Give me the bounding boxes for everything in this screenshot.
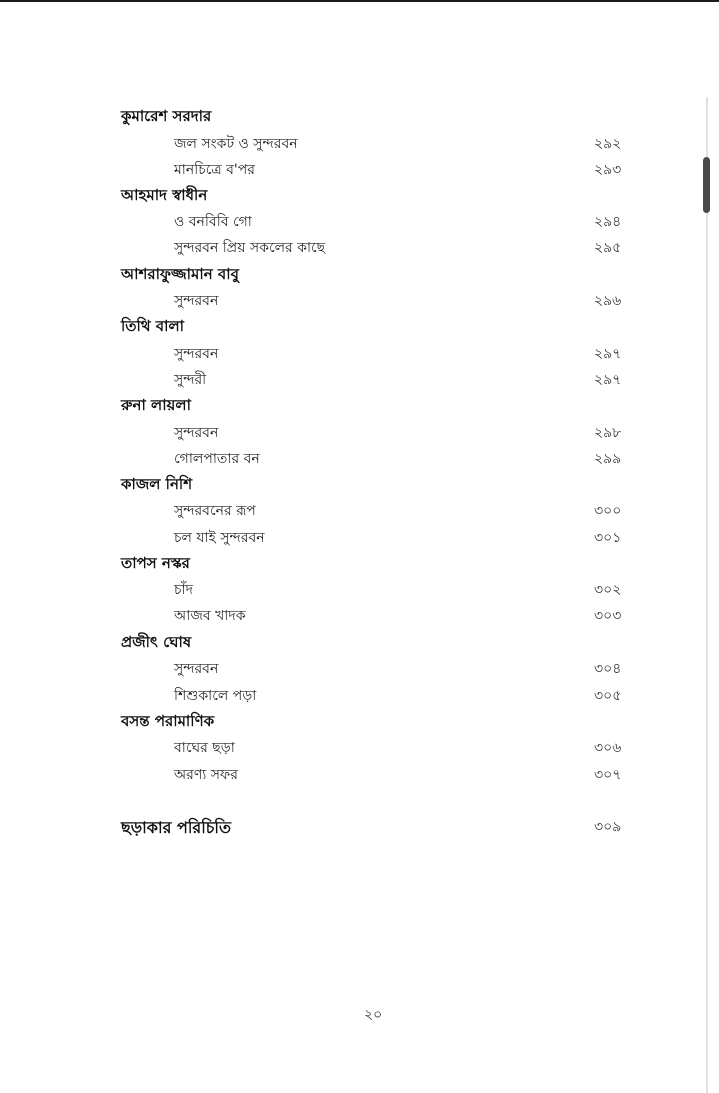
author-name: কুমারেশ সরদার [121, 107, 212, 125]
toc-author-row [0, 315, 719, 341]
entry-title: আজব খাদক [174, 608, 246, 624]
entry-page: ৩০২ [594, 582, 622, 598]
entry-title: সুন্দরবন [174, 346, 219, 362]
entry-title: সুন্দরবন প্রিয় সকলের কাছে [174, 240, 326, 256]
page-number: ২০ [364, 1007, 383, 1023]
toc-entry[interactable] [0, 210, 719, 236]
entry-page: ২৯২ [594, 136, 622, 152]
toc-author-row [0, 473, 719, 499]
entry-page: ৩০১ [594, 530, 622, 546]
entry-page: ২৯৯ [594, 451, 622, 467]
toc-entry[interactable] [0, 657, 719, 683]
toc-entry[interactable] [0, 684, 719, 710]
toc-author-row [0, 710, 719, 736]
entry-title: সুন্দরবনের রূপ [174, 503, 256, 519]
scrollbar-thumb[interactable] [703, 157, 710, 213]
toc-author-row [0, 184, 719, 210]
toc-author-row [0, 394, 719, 420]
entry-page: ২৯৩ [594, 162, 622, 178]
entry-page: ২৯৮ [594, 425, 622, 441]
entry-title: চল যাই সুন্দরবন [174, 530, 265, 546]
entry-page: ৩০৭ [594, 767, 622, 783]
entry-page: ২৯৭ [594, 346, 622, 362]
entry-title: চাঁদ [174, 582, 193, 598]
toc-author-row [0, 631, 719, 657]
toc-entry[interactable] [0, 499, 719, 525]
toc-entry[interactable] [0, 736, 719, 762]
entry-title: অরণ্য সফর [174, 767, 238, 783]
toc-entry[interactable] [0, 578, 719, 604]
toc-author-row [0, 263, 719, 289]
author-name: রুনা লায়লা [121, 396, 191, 414]
toc-author-row [0, 552, 719, 578]
entry-title: সুন্দরবন [174, 425, 219, 441]
entry-title: সুন্দরবন [174, 661, 219, 677]
appendix-title: ছড়াকার পরিচিতি [121, 818, 231, 837]
toc-appendix-entry[interactable] [0, 815, 719, 841]
toc-entry[interactable] [0, 421, 719, 447]
author-name: আহমাদ স্বাধীন [121, 186, 208, 204]
toc-entry[interactable] [0, 158, 719, 184]
entry-title: মানচিত্রে ব'পর [174, 162, 255, 178]
entry-page: ২৯৫ [594, 240, 622, 256]
toc-entry[interactable] [0, 132, 719, 158]
toc-entry[interactable] [0, 368, 719, 394]
toc-entry[interactable] [0, 447, 719, 473]
toc-entry[interactable] [0, 763, 719, 789]
entry-title: সুন্দরী [174, 372, 207, 388]
entry-page: ৩০৬ [594, 740, 622, 756]
toc-entry[interactable] [0, 289, 719, 315]
author-name: প্রজীৎ ঘোষ [121, 633, 192, 651]
entry-page: ২৯৬ [594, 293, 622, 309]
entry-title: ও বনবিবি গো [174, 214, 252, 230]
appendix-page: ৩০৯ [594, 819, 622, 835]
toc-entry[interactable] [0, 526, 719, 552]
author-name: বসন্ত পরামাণিক [121, 712, 215, 730]
entry-page: ৩০০ [594, 503, 622, 519]
entry-page: ৩০৩ [594, 608, 622, 624]
scrollbar-track[interactable] [706, 97, 708, 1093]
entry-page: ৩০৫ [594, 688, 622, 704]
entry-title: সুন্দরবন [174, 293, 219, 309]
author-name: কাজল নিশি [121, 475, 193, 493]
entry-title: জল সংকট ও সুন্দরবন [174, 136, 298, 152]
entry-page: ২৯৪ [594, 214, 622, 230]
entry-title: বাঘের ছড়া [174, 740, 235, 756]
toc-entry[interactable] [0, 342, 719, 368]
author-name: তিথি বালা [121, 317, 184, 335]
author-name: তাপস নস্কর [121, 554, 190, 572]
top-border [0, 0, 719, 2]
toc-author-row [0, 105, 719, 131]
author-name: আশরাফুজ্জামান বাবু [121, 265, 239, 283]
toc-entry[interactable] [0, 604, 719, 630]
entry-page: ৩০৪ [594, 661, 622, 677]
entry-title: গোলপাতার বন [174, 451, 260, 467]
toc-entry[interactable] [0, 236, 719, 262]
entry-page: ২৯৭ [594, 372, 622, 388]
entry-title: শিশুকালে পড়া [174, 688, 257, 704]
